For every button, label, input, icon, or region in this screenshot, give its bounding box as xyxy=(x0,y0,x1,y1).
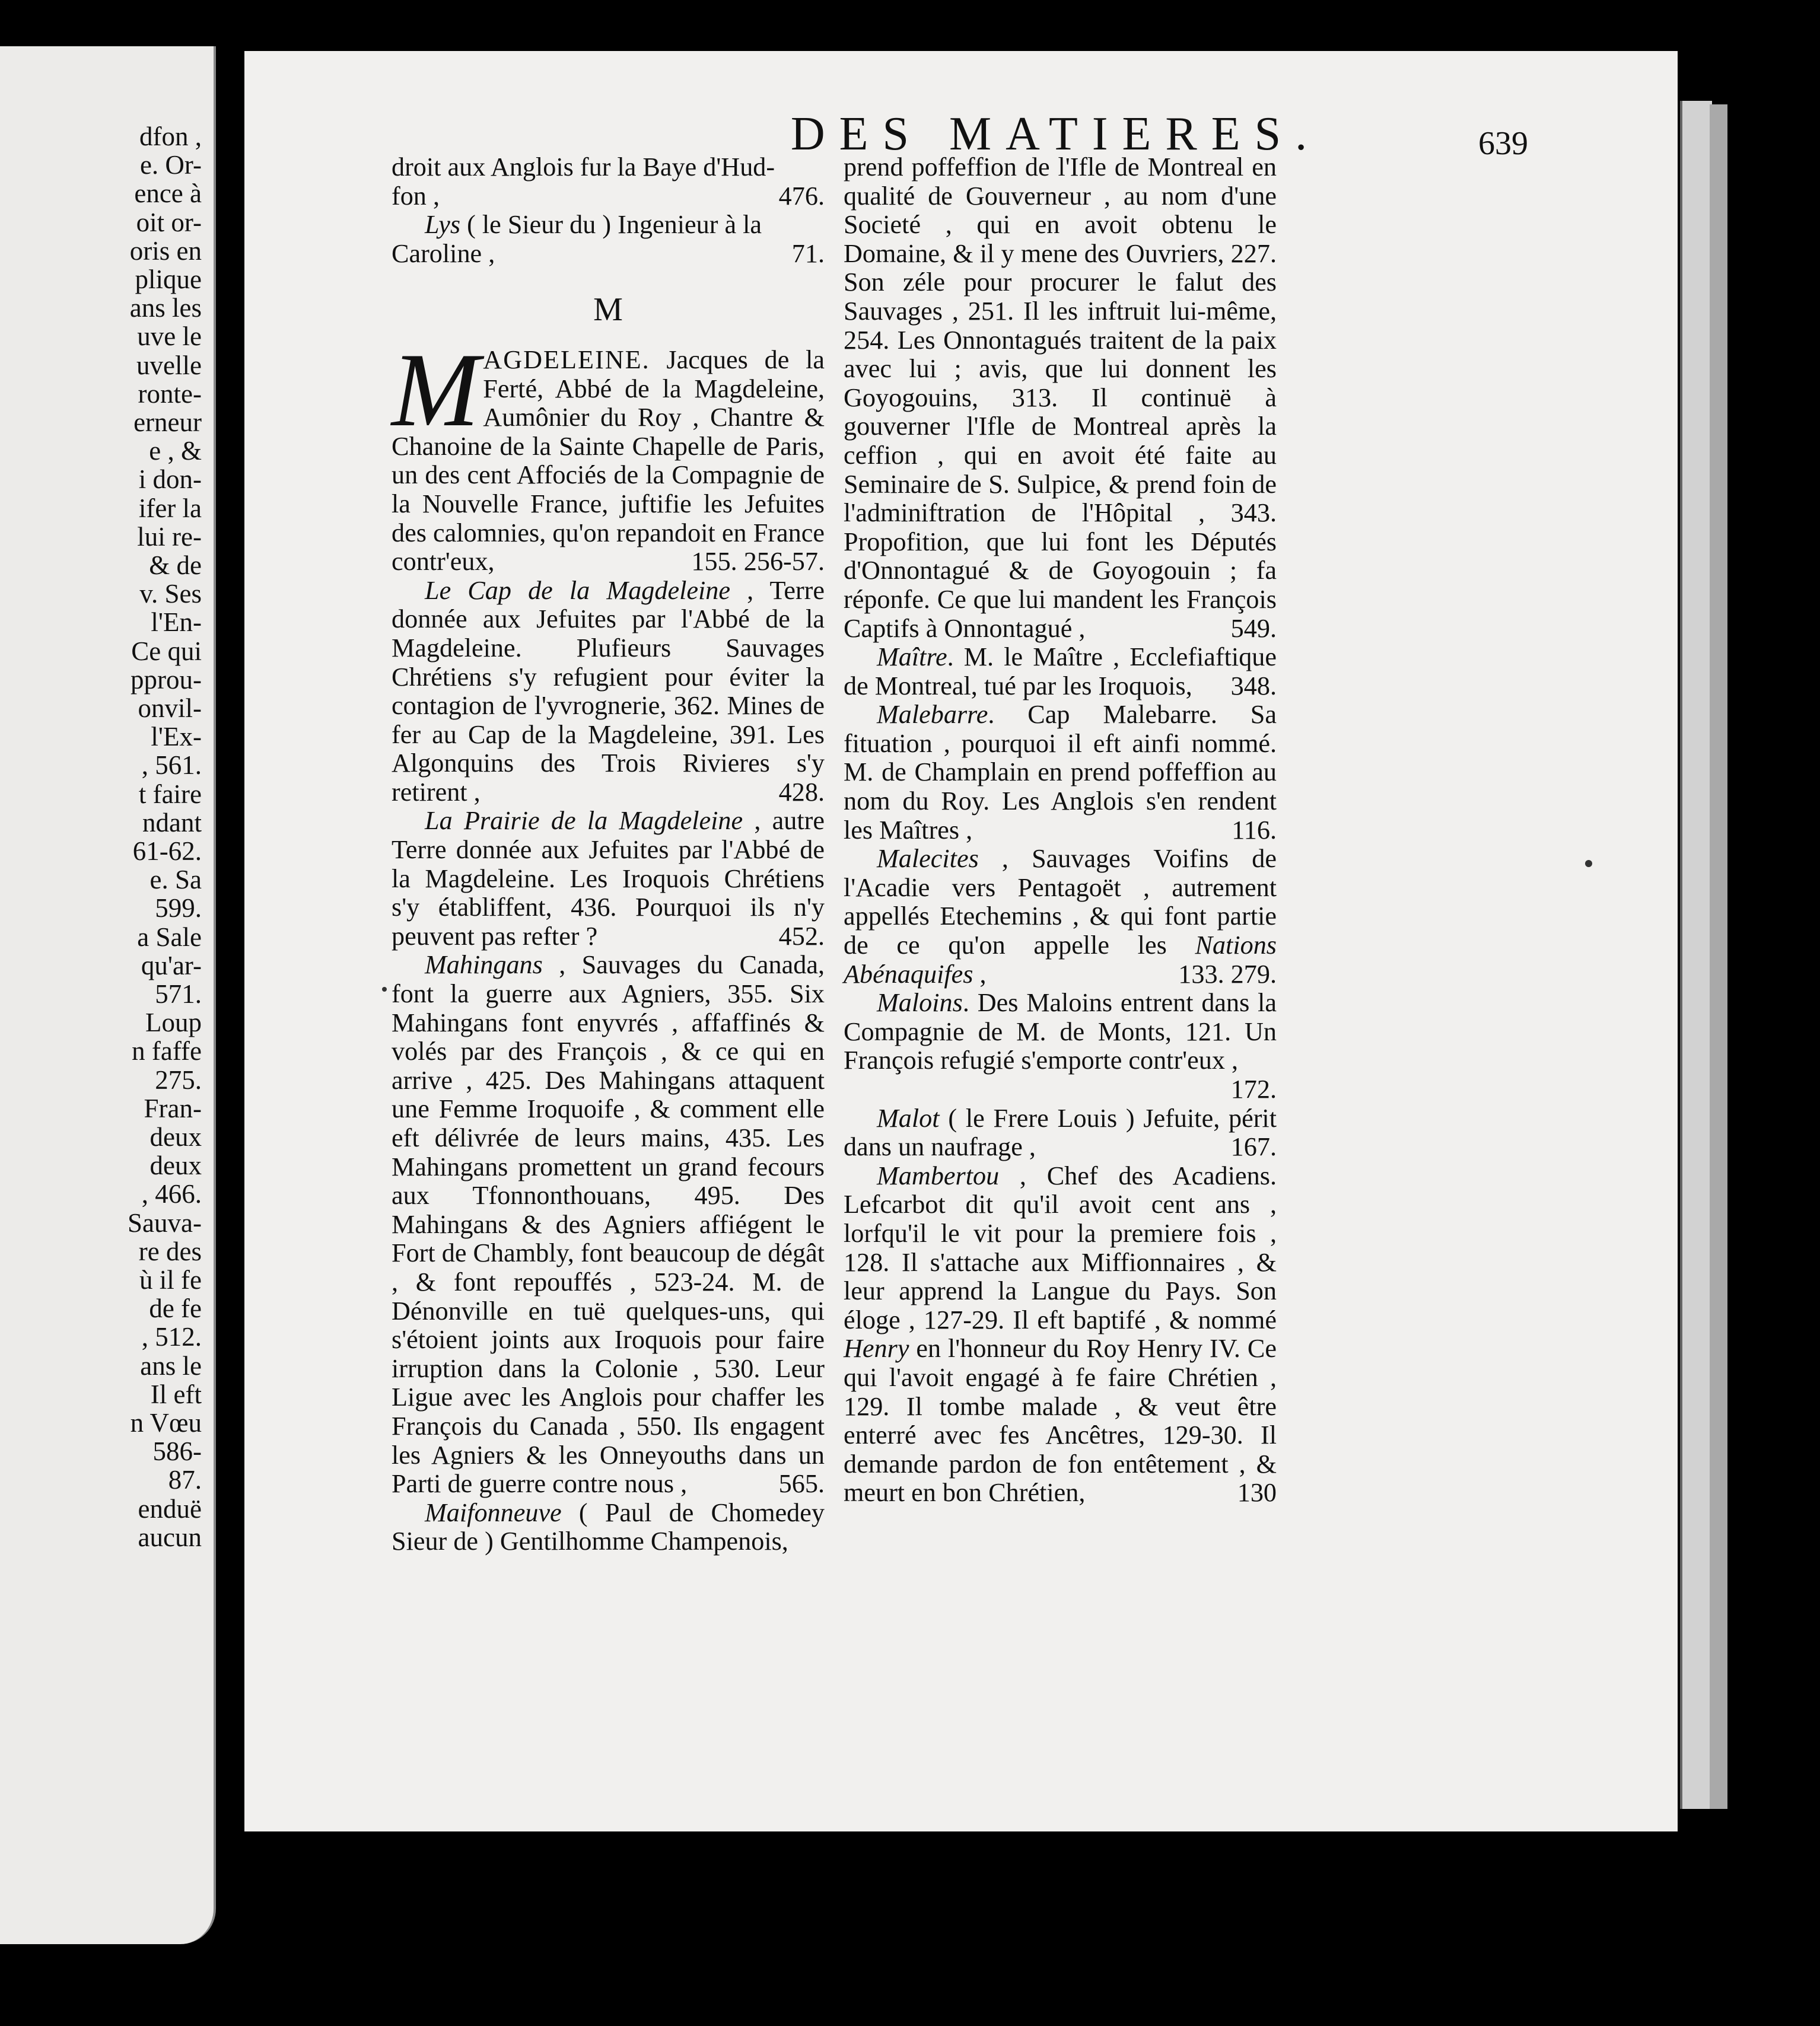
index-entry-malebarre: Malebarre. Cap Malebarre. Sa fituation , pourquoi il eft ainfi nommé. M. de Champlain en prend poffeffion au nom du Roy. Les Anglois s'en rendent les Maîtres , 116. xyxy=(844,700,1277,845)
page-edge xyxy=(1680,101,1712,1809)
index-entry-prairie-magdeleine: La Prairie de la Magdeleine , autre Terre donnée aux Jefuites par l'Abbé de la Magdeleine. Les Iroquois Chrétiens s'y établiffent, 436. Pourquoi ils n'y peuvent pas refter ? 452. xyxy=(392,806,825,951)
previous-page-line: n faffe xyxy=(132,1036,202,1066)
page-ref: 155. 256-57. xyxy=(691,547,825,576)
previous-page-line: ronte- xyxy=(138,378,202,409)
index-entry-mambertou: Mambertou , Chef des Acadiens. Lefcarbot dit qu'il avoit cent ans , lorfqu'il le vit pour la premiere fois , 128. Il s'attache aux Miffionnaires , & leur apprend la Langue du Pays. Son éloge , 127-29. Il eft baptifé , & nommé Henry en l'honneur du Roy Henry IV. Ce qui l'avoit engagé à fe faire Chrétien , 129. Il tombe malade , & veut être enterré avec fes Ancêtres, 129-30. Il demande pardon de fon entêtement , & meurt en bon Chrétien, 130 xyxy=(844,1161,1277,1508)
entry-term: Maître xyxy=(877,642,947,672)
index-entry-cap-magdeleine: Le Cap de la Magdeleine , Terre donnée aux Jefuites par l'Abbé de la Magdeleine. Plufieurs Sauvages Chrétiens s'y refugient pour éviter la contagion de l'yvrognerie, 362. Mines de fer au Cap de la Magdeleine, 391. Les Algonquins des Trois Rivieres s'y retirent , 428. xyxy=(392,575,825,807)
previous-page-line: 275. xyxy=(155,1065,202,1095)
page-ref: 130 xyxy=(1237,1478,1277,1508)
page-ref: 428. xyxy=(778,777,825,807)
entry-term-inline: Nations Abénaquifes xyxy=(844,931,1277,989)
previous-page-line: oris en xyxy=(129,235,202,266)
previous-page-line: Sauva- xyxy=(128,1208,202,1238)
previous-page-line: l'Ex- xyxy=(151,722,202,752)
index-entry-magdeleine: MAGDELEINE. Jacques de la Ferté, Abbé de la Magdeleine, Aumônier du Roy , Chantre & Chanoine de la Sainte Chapelle de Paris, un des cent Affociés de la Compagnie de la Nouvelle France, juftifie les Jefuites des calomnies, qu'on repandoit en France contr'eux, 155. 256-57. xyxy=(392,330,825,576)
previous-page-line: deux xyxy=(149,1151,202,1181)
previous-page-line: e , & xyxy=(149,436,202,466)
previous-page-line: plique xyxy=(135,265,202,294)
entry-term: Mahingans xyxy=(425,950,543,980)
entry-term: Malot xyxy=(877,1103,940,1133)
previous-page-line: l'En- xyxy=(151,607,202,638)
entry-term: Maifonneuve xyxy=(425,1498,562,1527)
previous-page-line: ndant xyxy=(142,807,202,837)
previous-page-line: Ce qui xyxy=(131,636,202,666)
previous-page-line: oit or- xyxy=(136,207,202,237)
index-entry-mahingans: Mahingans , Sauvages du Canada, font la guerre aux Agniers, 355. Six Mahingans font enyvrés , affaffinés & volés par des François , & ce qui en arrive , 425. Des Mahingans attaquent une Femme Iroquoife , & comment elle eft délivrée de leurs mains, 435. Les Mahingans promettent un grand fecours aux Tfonnonthouans, 495. Des Mahingans & des Agniers affiégent le Fort de Chambly, font beaucoup de dégât , & font repouffés , 523-24. M. de Dénonville en tuë quelques-uns, qui s'étoient joints aux Iroquois pour faire irruption dans la Colonie , 530. Leur Ligue avec les Anglois pour chaffer les François du Canada , 550. Ils engagent les Agniers & les Onneyouths dans un Parti de guerre contre nous , 565. xyxy=(392,950,825,1499)
previous-page-line: ans les xyxy=(129,293,202,323)
previous-page-line: uvelle xyxy=(136,350,202,380)
drop-cap: M xyxy=(392,330,480,448)
page-ref: 116. xyxy=(1232,815,1277,845)
previous-page-line: e. Or- xyxy=(139,150,202,180)
index-entry-maisonneuve: Maifonneuve ( Paul de Chomedey Sieur de ) Gentilhomme Champenois, xyxy=(392,1498,825,1556)
previous-page-line: pprou- xyxy=(131,664,202,695)
previous-page-line: , 561. xyxy=(141,750,202,781)
previous-page-line: ifer la xyxy=(138,493,202,523)
page-edge-shadow xyxy=(1710,104,1727,1809)
page-ref: 476. xyxy=(778,181,825,211)
previous-page-line: erneur xyxy=(133,407,202,437)
page-ref: 565. xyxy=(778,1469,825,1499)
previous-page-line: uve le xyxy=(137,321,202,352)
right-column xyxy=(844,153,1277,1508)
previous-page-line: re des xyxy=(138,1236,202,1266)
entry-term: Lys xyxy=(425,210,461,240)
index-entry-maitre: Maître. M. le Maître , Ecclefiaftique de Montreal, tué par les Iroquois, 348. xyxy=(844,642,1277,700)
previous-page-line: 87. xyxy=(168,1465,202,1495)
previous-page-line: 599. xyxy=(155,893,202,923)
page-ref: 172. xyxy=(1230,1075,1277,1104)
index-entry-maloins: Maloins. Des Maloins entrent dans la Compagnie de M. de Monts, 121. Un François refugié s'emporte contr'eux , 172. xyxy=(844,988,1277,1104)
previous-page-line: & de xyxy=(149,550,202,580)
previous-page-line: n Vœu xyxy=(130,1408,202,1438)
previous-page-line: Fran- xyxy=(144,1093,202,1123)
previous-page-fragment xyxy=(0,46,216,1944)
entry-term: La Prairie de la Magdeleine xyxy=(425,806,743,836)
entry-term: Mambertou xyxy=(877,1161,1000,1190)
previous-page-line: de fe xyxy=(149,1294,202,1324)
page-ref: 549. xyxy=(1230,613,1277,643)
ink-speck xyxy=(1585,860,1592,867)
previous-page-line: 571. xyxy=(155,979,202,1009)
entry-continuation: prend poffeffion de l'Ifle de Montreal en qualité de Gouverneur , au nom d'une Societé , qui en avoit obtenu le Domaine, & il y mene des Ouvriers, 227. Son zéle pour procurer le falut des Sauvages , 251. Il les inftruit lui-même, 254. Les Onnontagués traitent de la paix avec lui ; avis, que lui donnent les Goyogouins, 313. Il continuë à gouverner l'Ifle de Montreal après la ceffion , qui en avoit été faite au Seminaire de S. Sulpice, & prend foin de l'adminiftration de l'Hôpital , 343. Propofition, que lui font les Députés d'Onnontagué & de Goyogouin ; fa réponfe. Ce que lui mandent les François Captifs à Onnontagué , 549. xyxy=(844,152,1277,643)
previous-page-line: 586- xyxy=(152,1436,202,1467)
index-entry-malot: Malot ( le Frere Louis ) Jefuite, périt dans un naufrage , 167. xyxy=(844,1103,1277,1162)
previous-page-line: Il eft xyxy=(150,1379,202,1409)
running-head: DES MATIERES. xyxy=(790,108,1322,160)
previous-page-line: deux xyxy=(149,1122,202,1152)
previous-page-line: t faire xyxy=(138,779,202,809)
entry-term: Malebarre xyxy=(877,700,988,730)
index-entry-malecites: Malecites , Sauvages Voifins de l'Acadie vers Pentagoët , autrement appellés Etechemins , & qui font partie de ce qu'on appelle les Nations Abénaquifes , 133. 279. xyxy=(844,844,1277,989)
page-ref: 71. xyxy=(791,238,825,268)
previous-page-line: e. Sa xyxy=(149,865,202,895)
previous-page-line: onvil- xyxy=(138,693,202,723)
section-letter: M xyxy=(593,291,623,329)
page-ref: 133. 279. xyxy=(1178,959,1277,989)
ink-speck xyxy=(382,987,387,992)
previous-page-line: aucun xyxy=(138,1522,202,1552)
previous-page-line: dfon , xyxy=(139,122,202,151)
previous-page-line: lui re- xyxy=(137,521,202,552)
page-ref: 452. xyxy=(778,921,825,951)
previous-page-line: ans le xyxy=(140,1350,202,1381)
previous-page-line: enduë xyxy=(138,1493,202,1524)
previous-page-line: , 512. xyxy=(141,1322,202,1352)
entry-term: Malecites xyxy=(877,844,979,874)
page-ref: 167. xyxy=(1230,1132,1277,1162)
previous-page-line: a Sale xyxy=(137,922,202,952)
left-column xyxy=(392,153,825,1556)
entry-term-inline: Henry xyxy=(844,1334,909,1364)
page-ref: 348. xyxy=(1230,671,1277,700)
page-number: 639 xyxy=(1478,125,1528,162)
entry-term: Maloins xyxy=(877,988,963,1018)
previous-page-line: ù il fe xyxy=(139,1265,202,1295)
previous-page-line: , 466. xyxy=(141,1179,202,1209)
previous-page-line: 61-62. xyxy=(132,836,202,866)
entry-continuation: droit aux Anglois fur la Baye d'Hud- fon , 476. xyxy=(392,152,825,211)
previous-page-line: i don- xyxy=(138,464,202,495)
entry-term: Le Cap de la Magdeleine xyxy=(425,575,730,605)
entry-term: AGDELEINE. xyxy=(483,345,650,374)
previous-page-line: qu'ar- xyxy=(141,950,202,980)
index-entry-lys: Lys ( le Sieur du ) Ingenieur à la Caroline , 71. xyxy=(392,210,825,268)
index-page xyxy=(244,51,1678,1831)
previous-page-line: Loup xyxy=(145,1008,202,1038)
previous-page-line: ence à xyxy=(134,179,202,209)
previous-page-line: v. Ses xyxy=(139,579,202,609)
